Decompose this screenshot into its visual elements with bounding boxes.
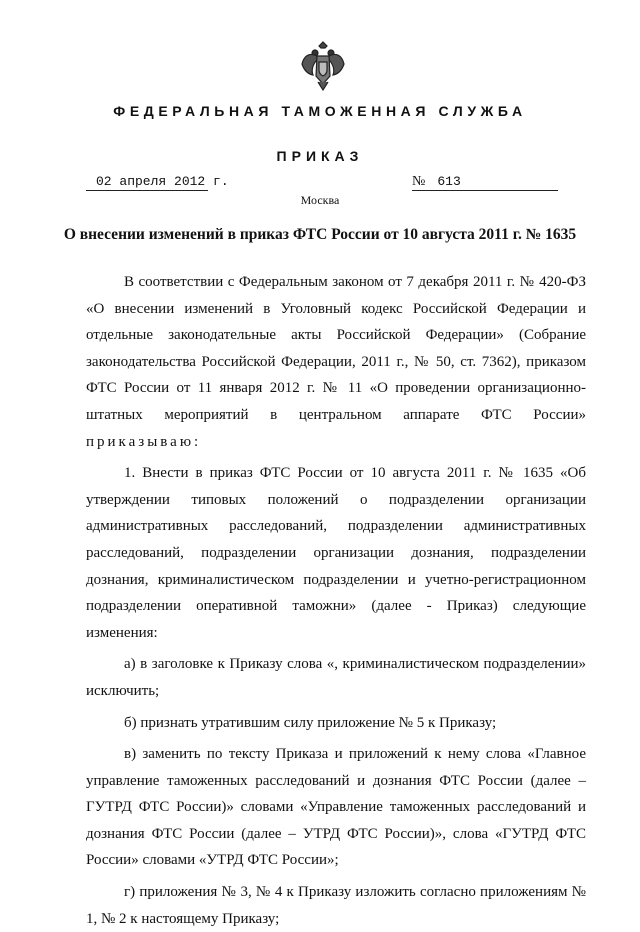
document-type: ПРИКАЗ [276, 148, 364, 164]
number-sign: № [412, 174, 426, 189]
item-a: а) в заголовке к Приказу слова «, криминалистическом подразделении» исключить; [86, 656, 586, 699]
item-g: г) приложения № 3, № 4 к Приказу изложить согласно приложениям № 1, № 2 к настоящему Приказу; [86, 884, 586, 927]
document-title: О внесении изменений в приказ ФТС России от 10 августа 2011 г. № 1635 [63, 226, 577, 243]
russian-coat-of-arms-icon [299, 40, 347, 92]
item-1: 1. Внести в приказ ФТС России от 10 августа 2011 г. № 1635 «Об утверждении типовых положений о подразделении организации административных расследований, подразделении административных расследований, подразделении организации дознания, подразделении дознания, криминалистическом подразделении и учетно-регистрационном подразделении оперативной таможни» (далее - Приказ) следующие изменения: [86, 465, 586, 641]
agency-name: ФЕДЕРАЛЬНАЯ ТАМОЖЕННАЯ СЛУЖБА [113, 103, 527, 119]
number-value: 613 [437, 174, 461, 189]
item-b: б) признать утратившим силу приложение № 5 к Приказу; [124, 714, 497, 731]
document-number [412, 174, 558, 191]
document-date: 02 апреля 2012 г. [86, 174, 208, 191]
city: Москва [300, 193, 340, 207]
document-body [86, 269, 586, 932]
preamble-text: В соответствии с Федеральным законом от 7 декабря 2011 г. № 420-ФЗ «О внесении изменений в Уголовный кодекс Российской Федерации и отдельные законодательные акты Российской Федерации» (Собрание законодательства Российской Федерации, 2011 г., № 50, ст. 7362), приказом ФТС России от 11 января 2012 г. № 11 «О проведении организационно-штатных мероприятий в центральном аппарате ФТС России» [86, 274, 586, 423]
item-v: в) заменить по тексту Приказа и приложений к нему слова «Главное управление таможенных расследований и дознания ФТС России (далее – ГУТРД ФТС России)» словами «Управление таможенных расследований и дознания ФТС России (далее – УТРД ФТС России)», слова «ГУТРД ФТС России» словами «УТРД ФТС России»; [86, 746, 586, 869]
order-word: приказываю: [86, 433, 202, 450]
preamble-paragraph [86, 269, 586, 455]
